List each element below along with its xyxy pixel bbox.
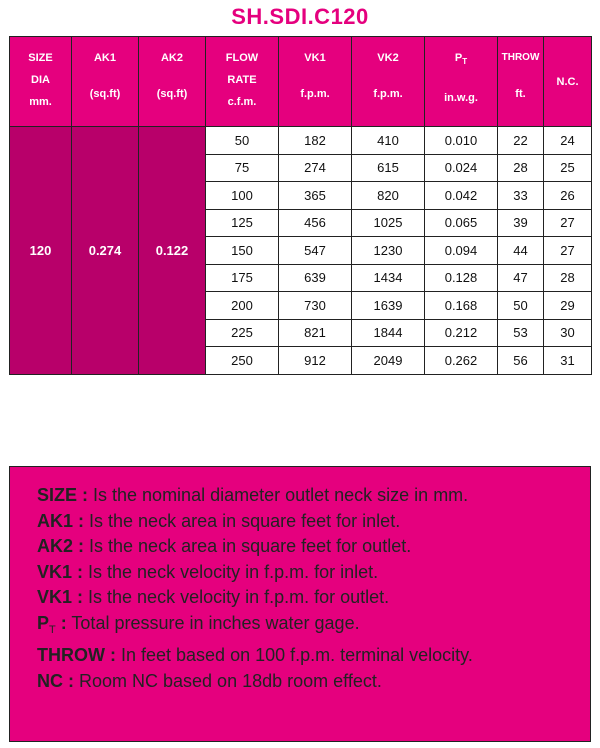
vk1-cell: 912 (279, 347, 352, 375)
legend-text: Room NC based on 18db room effect. (74, 670, 382, 691)
legend-key: NC : (37, 670, 74, 691)
header-flow-line1: FLOW (225, 52, 259, 64)
vk1-cell: 182 (279, 127, 352, 155)
nc-cell: 31 (544, 347, 592, 375)
legend-item-ak2 (37, 534, 590, 560)
flow-rate-cell: 50 (206, 127, 279, 155)
legend-key: AK1 : (37, 510, 85, 531)
flow-rate-cell: 75 (206, 154, 279, 182)
legend-key-sub: T (49, 623, 56, 636)
throw-cell: 56 (498, 347, 544, 375)
header-pt (425, 37, 498, 127)
flow-rate-cell: 200 (206, 292, 279, 320)
header-ak2-line1: AK2 (160, 52, 183, 64)
header-ak2-line2: (sq.ft) (156, 88, 188, 100)
vk2-cell: 1639 (352, 292, 425, 320)
nc-cell: 26 (544, 182, 592, 210)
nc-cell: 27 (544, 237, 592, 265)
ak1-value: 0.274 (72, 127, 139, 375)
flow-rate-cell: 250 (206, 347, 279, 375)
legend-box (9, 466, 591, 742)
flow-rate-cell: 100 (206, 182, 279, 210)
legend-key: VK1 : (37, 587, 84, 607)
throw-cell: 50 (498, 292, 544, 320)
pt-cell: 0.094 (425, 237, 498, 265)
nc-cell: 27 (544, 209, 592, 237)
legend-key: AK2 : (37, 536, 85, 556)
legend-text: In feet based on 100 f.p.m. terminal velocity. (115, 645, 473, 665)
header-pt-main: P (454, 52, 463, 64)
header-throw (498, 37, 544, 127)
flow-rate-cell: 225 (206, 319, 279, 347)
header-nc-line1: N.C. (556, 75, 579, 88)
vk1-cell: 639 (279, 264, 352, 292)
nc-cell: 29 (544, 292, 592, 320)
nc-cell: 30 (544, 319, 592, 347)
header-pt-line1 (425, 47, 497, 73)
legend-item-pt (37, 611, 590, 644)
header-ak2 (139, 37, 206, 127)
header-vk1-line1: VK1 (304, 52, 326, 64)
legend-key (37, 612, 67, 636)
legend-item-vk1-outlet (37, 585, 590, 611)
nc-cell: 28 (544, 264, 592, 292)
header-ak1-line1: AK1 (93, 52, 116, 64)
pt-cell: 0.212 (425, 319, 498, 347)
flow-rate-cell: 150 (206, 237, 279, 265)
vk1-cell: 456 (279, 209, 352, 237)
vk2-cell: 410 (352, 127, 425, 155)
flow-rate-cell: 175 (206, 264, 279, 292)
legend-key-main: P (37, 612, 50, 633)
throw-cell: 28 (498, 154, 544, 182)
header-vk2-line2: f.p.m. (373, 88, 403, 100)
legend-text: Is the neck area in square feet for inlet. (84, 510, 401, 531)
size-value: 120 (10, 127, 72, 375)
legend-text: Total pressure in inches water gage. (66, 612, 360, 633)
vk2-cell: 1434 (352, 264, 425, 292)
vk1-cell: 730 (279, 292, 352, 320)
pt-cell: 0.010 (425, 127, 498, 155)
header-throw-line2: ft. (515, 88, 526, 100)
spec-table (9, 36, 592, 375)
throw-cell: 53 (498, 319, 544, 347)
header-size-line3: mm. (29, 96, 52, 108)
legend-item-ak1 (37, 509, 590, 535)
legend-item-throw (37, 643, 590, 669)
header-vk2 (352, 37, 425, 127)
header-throw-line1: THROW (501, 52, 540, 63)
header-row (10, 37, 592, 127)
legend-text: Is the neck velocity in f.p.m. for inlet. (83, 561, 379, 582)
vk2-cell: 1844 (352, 319, 425, 347)
legend-key: SIZE : (37, 485, 89, 505)
legend-text: Is the nominal diameter outlet neck size in mm. (88, 485, 469, 505)
vk2-cell: 820 (352, 182, 425, 210)
header-flow-rate (206, 37, 279, 127)
header-size-line2: DIA (31, 74, 50, 86)
legend-item-vk1-inlet (37, 560, 590, 586)
header-pt-sub: T (462, 57, 468, 66)
header-vk1-line2: f.p.m. (300, 88, 330, 100)
throw-cell: 33 (498, 182, 544, 210)
header-vk2-line1: VK2 (377, 52, 399, 64)
flow-rate-cell: 125 (206, 209, 279, 237)
header-size (10, 37, 72, 127)
header-flow-line3: c.f.m. (227, 96, 257, 108)
table-row (10, 127, 592, 155)
vk2-cell: 1230 (352, 237, 425, 265)
header-ak1-line2: (sq.ft) (89, 88, 121, 100)
ak2-value: 0.122 (139, 127, 206, 375)
pt-cell: 0.128 (425, 264, 498, 292)
legend-item-nc (37, 669, 590, 695)
vk2-cell: 2049 (352, 347, 425, 375)
header-ak1 (72, 37, 139, 127)
vk2-cell: 615 (352, 154, 425, 182)
throw-cell: 22 (498, 127, 544, 155)
pt-cell: 0.168 (425, 292, 498, 320)
vk1-cell: 821 (279, 319, 352, 347)
header-size-line1: SIZE (28, 52, 53, 64)
throw-cell: 39 (498, 209, 544, 237)
page-title: SH.SDI.C120 (231, 4, 369, 29)
pt-cell: 0.065 (425, 209, 498, 237)
pt-cell: 0.024 (425, 154, 498, 182)
legend-key: THROW : (37, 645, 116, 665)
nc-cell: 24 (544, 127, 592, 155)
nc-cell: 25 (544, 154, 592, 182)
header-nc (544, 37, 592, 127)
header-vk1 (279, 37, 352, 127)
throw-cell: 44 (498, 237, 544, 265)
pt-cell: 0.042 (425, 182, 498, 210)
pt-cell: 0.262 (425, 347, 498, 375)
legend-text: Is the neck area in square feet for outlet. (84, 536, 412, 556)
vk1-cell: 274 (279, 154, 352, 182)
vk1-cell: 547 (279, 237, 352, 265)
throw-cell: 47 (498, 264, 544, 292)
header-pt-unit: in.w.g. (444, 92, 478, 104)
legend-key: VK1 : (37, 561, 84, 582)
header-flow-line2: RATE (227, 74, 257, 86)
vk2-cell: 1025 (352, 209, 425, 237)
legend-item-size (37, 483, 590, 509)
vk1-cell: 365 (279, 182, 352, 210)
legend-key-suffix: : (55, 612, 67, 633)
legend-text: Is the neck velocity in f.p.m. for outlet. (83, 587, 390, 607)
